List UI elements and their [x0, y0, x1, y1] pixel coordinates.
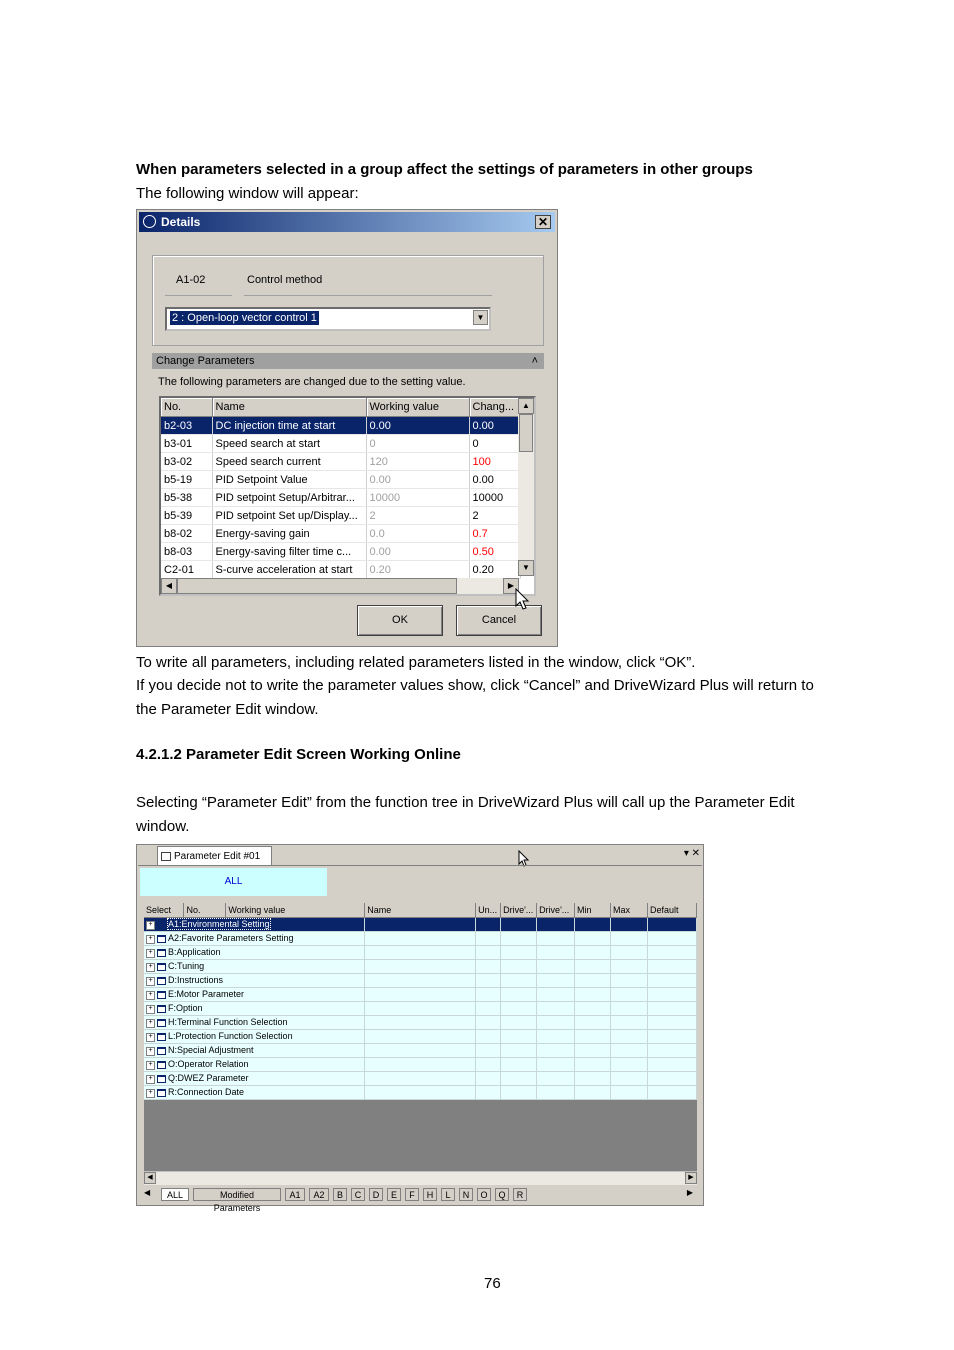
scroll-thumb[interactable] [519, 414, 533, 452]
working-value-cell: 10000 [366, 489, 469, 507]
working-value-cell: 0.20 [366, 561, 469, 579]
grid-column-header[interactable]: No. [184, 903, 226, 918]
folder-icon [157, 1005, 166, 1013]
document-icon [161, 852, 171, 861]
folder-icon [157, 991, 166, 999]
param-name-cell: PID Setpoint Value [212, 471, 366, 489]
empty-cell [365, 932, 476, 946]
dialog-title: Details [161, 215, 201, 229]
group-cell [144, 1058, 365, 1072]
close-button[interactable]: ✕ [535, 215, 551, 229]
group-row[interactable] [144, 1058, 697, 1072]
param-name-cell: Speed search current [212, 453, 366, 471]
group-label: O:Operator Relation [168, 1059, 249, 1070]
empty-cell [575, 918, 611, 932]
empty-cell [476, 1044, 501, 1058]
empty-cell [575, 1030, 611, 1044]
expand-icon[interactable]: + [146, 1061, 155, 1070]
empty-cell [365, 1030, 476, 1044]
empty-cell [476, 960, 501, 974]
empty-cell [537, 1030, 575, 1044]
param-name-cell: S-curve acceleration at start [212, 561, 366, 579]
empty-cell [476, 1002, 501, 1016]
tab-n[interactable]: N [459, 1188, 473, 1201]
grid-column-header[interactable]: Un... [476, 903, 501, 918]
param-no-cell: b2-03 [161, 417, 212, 435]
empty-cell [647, 974, 696, 988]
tab-b[interactable]: B [333, 1188, 347, 1201]
empty-cell [647, 918, 696, 932]
parameter-edit-tab[interactable] [157, 846, 272, 866]
empty-cell [575, 1058, 611, 1072]
group-row[interactable] [144, 1072, 697, 1086]
empty-cell [647, 960, 696, 974]
group-cell [144, 946, 365, 960]
empty-cell [647, 1072, 696, 1086]
grid-column-header[interactable]: Max [611, 903, 648, 918]
group-row[interactable] [144, 1002, 697, 1016]
expand-icon[interactable]: + [146, 1075, 155, 1084]
empty-cell [365, 1002, 476, 1016]
group-label: B:Application [168, 947, 221, 958]
details-dialog [136, 209, 558, 647]
empty-cell [537, 1002, 575, 1016]
param-name-cell: DC injection time at start [212, 417, 366, 435]
empty-cell [575, 1044, 611, 1058]
empty-cell [611, 946, 648, 960]
horizontal-scrollbar[interactable] [161, 578, 519, 594]
group-label: C:Tuning [168, 961, 205, 972]
group-label: E:Motor Parameter [168, 989, 245, 1000]
group-label: A1:Environmental Setting [168, 919, 270, 930]
param-no-cell: C2-01 [161, 561, 212, 579]
empty-cell [537, 1016, 575, 1030]
group-cell [144, 960, 365, 974]
tab-d[interactable]: D [369, 1188, 383, 1201]
empty-cell [476, 1016, 501, 1030]
folder-icon [157, 977, 166, 985]
details-icon [143, 215, 156, 228]
empty-cell [647, 1044, 696, 1058]
empty-cell [476, 974, 501, 988]
empty-cell [501, 1058, 537, 1072]
working-value-cell: 120 [366, 453, 469, 471]
folder-icon [157, 1019, 166, 1027]
group-tab-strip [139, 1187, 701, 1213]
tab-a1[interactable]: A1 [285, 1188, 305, 1201]
expand-icon[interactable]: + [146, 935, 155, 944]
tab-a2[interactable]: A2 [309, 1188, 329, 1201]
empty-cell [537, 988, 575, 1002]
folder-icon [157, 935, 166, 943]
empty-cell [575, 932, 611, 946]
group-row[interactable] [144, 1016, 697, 1030]
empty-cell [365, 1016, 476, 1030]
empty-cell [365, 960, 476, 974]
empty-cell [611, 1016, 648, 1030]
group-cell [144, 988, 365, 1002]
folder-icon [157, 1061, 166, 1069]
param-no-cell: b3-02 [161, 453, 212, 471]
changed-value-cell: 0.00 [469, 417, 520, 435]
empty-cell [365, 946, 476, 960]
page-number: 76 [484, 1275, 501, 1292]
changed-value-cell: 0.00 [469, 471, 520, 489]
param-no-cell: b5-39 [161, 507, 212, 525]
empty-cell [501, 988, 537, 1002]
empty-cell [365, 1072, 476, 1086]
changed-value-cell: 10000 [469, 489, 520, 507]
empty-cell [611, 1044, 648, 1058]
empty-cell [575, 1072, 611, 1086]
tab-f[interactable]: F [405, 1188, 419, 1201]
param-no-cell: b8-03 [161, 543, 212, 561]
working-value-cell: 0.00 [366, 471, 469, 489]
tab-q[interactable]: Q [495, 1188, 509, 1201]
empty-cell [647, 1002, 696, 1016]
body-text: Selecting “Parameter Edit” from the function tree in DriveWizard Plus will call up the Parameter Edit [136, 794, 795, 811]
column-header[interactable]: Chang... [469, 398, 520, 417]
window-controls[interactable]: ▾ ✕ [683, 848, 700, 859]
expand-icon[interactable]: + [146, 963, 155, 972]
empty-cell [501, 946, 537, 960]
tab-l[interactable]: L [441, 1188, 455, 1201]
table-row[interactable] [161, 417, 520, 435]
expand-icon[interactable]: + [146, 977, 155, 986]
cancel-button[interactable]: Cancel [456, 605, 542, 636]
combo-selected-value: 2 : Open-loop vector control 1 [172, 312, 317, 324]
empty-cell [611, 1072, 648, 1086]
empty-cell [647, 1058, 696, 1072]
group-row[interactable] [144, 960, 697, 974]
param-no-cell: b5-19 [161, 471, 212, 489]
group-cell [144, 1030, 365, 1044]
group-row[interactable] [144, 932, 697, 946]
table-row[interactable] [161, 471, 520, 489]
empty-cell [501, 1086, 537, 1100]
empty-cell [647, 1030, 696, 1044]
scroll-right-icon[interactable]: ▶ [503, 578, 519, 594]
param-name-cell: Speed search at start [212, 435, 366, 453]
tab-modified-parameters[interactable]: Modified Parameters [193, 1188, 281, 1201]
cancel-instruction-cont: the Parameter Edit window. [136, 701, 319, 718]
expand-icon[interactable]: + [146, 949, 155, 958]
empty-cell [611, 1002, 648, 1016]
empty-cell [537, 974, 575, 988]
empty-cell [575, 960, 611, 974]
group-label: L:Protection Function Selection [168, 1031, 293, 1042]
grid-column-header[interactable]: Working value [226, 903, 365, 918]
grid-scroll-right-icon[interactable]: ▶ [685, 1172, 697, 1184]
ok-instruction: To write all parameters, including related parameters listed in the window, click “OK”. [136, 654, 696, 671]
changed-value-cell: 2 [469, 507, 520, 525]
working-value-cell: 0 [366, 435, 469, 453]
param-name-cell: PID setpoint Setup/Arbitrar... [212, 489, 366, 507]
column-header[interactable]: Working value [366, 398, 469, 417]
control-method-select[interactable] [165, 307, 491, 331]
scroll-up-icon[interactable]: ▲ [518, 398, 534, 414]
param-number: A1-02 [176, 274, 206, 286]
empty-cell [611, 1086, 648, 1100]
intro-text: The following window will appear: [136, 185, 359, 202]
empty-cell [537, 960, 575, 974]
column-header[interactable]: No. [161, 398, 212, 417]
column-header[interactable]: Name [212, 398, 366, 417]
empty-cell [501, 918, 537, 932]
tab-title: Parameter Edit #01 [174, 851, 261, 862]
expand-icon[interactable]: + [146, 1047, 155, 1056]
empty-cell [611, 974, 648, 988]
empty-cell [611, 918, 648, 932]
tab-all[interactable]: ALL [161, 1188, 189, 1201]
param-name-cell: PID setpoint Set up/Display... [212, 507, 366, 525]
group-cell [144, 1086, 365, 1100]
empty-cell [501, 974, 537, 988]
change-parameters-title: Change Parameters [156, 355, 255, 367]
empty-cell [365, 1086, 476, 1100]
table-row[interactable] [161, 489, 520, 507]
group-label: A2:Favorite Parameters Setting [168, 933, 294, 944]
expand-icon[interactable]: + [146, 991, 155, 1000]
changed-parameters-list[interactable] [159, 396, 536, 596]
working-value-cell: 0.0 [366, 525, 469, 543]
empty-cell [537, 946, 575, 960]
empty-cell [476, 1086, 501, 1100]
change-parameters-header[interactable] [152, 353, 544, 369]
param-name-cell: Energy-saving gain [212, 525, 366, 543]
parameter-groupbox [152, 255, 544, 346]
table-row[interactable] [161, 525, 520, 543]
empty-cell [537, 1072, 575, 1086]
group-label: D:Instructions [168, 975, 224, 986]
tab-e[interactable]: E [387, 1188, 401, 1201]
group-cell [144, 1016, 365, 1030]
filter-all-label[interactable]: ALL [140, 868, 327, 896]
dialog-title-bar [139, 212, 555, 232]
empty-cell [476, 918, 501, 932]
empty-cell [501, 1044, 537, 1058]
empty-cell [575, 974, 611, 988]
group-cell [144, 974, 365, 988]
empty-cell [476, 1058, 501, 1072]
grid-column-header[interactable]: Drive'... [537, 903, 575, 918]
folder-icon [157, 1075, 166, 1083]
grid-column-header[interactable]: Default [647, 903, 696, 918]
working-value-cell: 0.00 [366, 417, 469, 435]
empty-cell [647, 946, 696, 960]
table-row[interactable] [161, 507, 520, 525]
param-name-cell: Energy-saving filter time c... [212, 543, 366, 561]
expand-icon[interactable]: + [146, 1033, 155, 1042]
empty-cell [611, 988, 648, 1002]
empty-cell [537, 918, 575, 932]
param-no-cell: b3-01 [161, 435, 212, 453]
tab-c[interactable]: C [351, 1188, 365, 1201]
expand-icon[interactable]: + [146, 1005, 155, 1014]
tabs-prev-icon[interactable]: ◀ [144, 1188, 151, 1197]
empty-cell [501, 960, 537, 974]
section-heading: When parameters selected in a group affect the settings of parameters in other groups [136, 161, 753, 178]
group-cell [144, 1002, 365, 1016]
changed-parameters-table [161, 398, 521, 579]
folder-icon [157, 1047, 166, 1055]
group-row[interactable] [144, 1044, 697, 1058]
parameter-edit-window [136, 844, 704, 1213]
changed-value-cell: 0.7 [469, 525, 520, 543]
empty-cell [611, 932, 648, 946]
dropdown-arrow-icon[interactable]: ▼ [473, 310, 488, 325]
table-row[interactable] [161, 543, 520, 561]
folder-icon [157, 963, 166, 971]
group-cell [144, 1044, 365, 1058]
empty-cell [575, 946, 611, 960]
table-row[interactable] [161, 453, 520, 471]
group-label: R:Connection Date [168, 1087, 245, 1098]
empty-cell [476, 1030, 501, 1044]
subsection-heading: 4.2.1.2 Parameter Edit Screen Working Online [136, 746, 461, 763]
tab-r[interactable]: R [513, 1188, 527, 1201]
changed-value-cell: 0 [469, 435, 520, 453]
empty-cell [647, 932, 696, 946]
empty-cell [575, 1016, 611, 1030]
expand-icon[interactable]: + [146, 921, 155, 930]
folder-icon [157, 1033, 166, 1041]
grid-horizontal-scrollbar[interactable] [144, 1171, 697, 1185]
collapse-icon[interactable]: ˄ [531, 355, 538, 367]
change-note: The following parameters are changed due to the setting value. [158, 376, 466, 388]
empty-cell [476, 1072, 501, 1086]
changed-value-cell: 0.20 [469, 561, 520, 579]
empty-cell [501, 932, 537, 946]
scroll-down-icon[interactable]: ▼ [518, 560, 534, 576]
group-label: H:Terminal Function Selection [168, 1017, 288, 1028]
ok-button[interactable]: OK [357, 605, 443, 636]
grid-column-header[interactable]: Name [365, 903, 476, 918]
group-cell [144, 1072, 365, 1086]
grid-column-header[interactable]: Select [144, 903, 184, 918]
empty-cell [537, 932, 575, 946]
empty-cell [501, 1002, 537, 1016]
folder-icon [157, 949, 166, 957]
vertical-scrollbar[interactable] [518, 398, 534, 576]
tabs-next-icon[interactable]: ▶ [686, 1188, 693, 1197]
empty-cell [575, 1002, 611, 1016]
parameter-table [144, 903, 697, 1100]
grid-scroll-left-icon[interactable]: ◀ [144, 1172, 156, 1184]
empty-cell [647, 1086, 696, 1100]
empty-cell [537, 1058, 575, 1072]
empty-cell [611, 960, 648, 974]
expand-icon[interactable]: + [146, 1089, 155, 1098]
param-name: Control method [247, 274, 323, 286]
group-row[interactable] [144, 974, 697, 988]
body-text-cont: window. [136, 818, 190, 835]
tab-h[interactable]: H [423, 1188, 437, 1201]
group-cell [144, 918, 365, 932]
empty-cell [537, 1044, 575, 1058]
table-row[interactable] [161, 435, 520, 453]
group-row[interactable] [144, 988, 697, 1002]
group-row[interactable] [144, 1086, 697, 1100]
group-label: Q:DWEZ Parameter [168, 1073, 249, 1084]
empty-cell [575, 988, 611, 1002]
grid-column-header[interactable]: Drive'... [501, 903, 537, 918]
group-cell [144, 932, 365, 946]
param-no-cell: b8-02 [161, 525, 212, 543]
empty-cell [647, 988, 696, 1002]
empty-cell [501, 1072, 537, 1086]
folder-icon [157, 1089, 166, 1097]
empty-cell [365, 974, 476, 988]
hscroll-thumb[interactable] [177, 578, 457, 594]
group-row[interactable] [144, 1030, 697, 1044]
empty-cell [575, 1086, 611, 1100]
empty-cell [365, 1044, 476, 1058]
mouse-cursor-icon [515, 588, 531, 612]
parameter-grid[interactable] [144, 903, 697, 1185]
empty-cell [365, 988, 476, 1002]
group-label: F:Option [168, 1003, 203, 1014]
empty-cell [501, 1030, 537, 1044]
empty-cell [611, 1058, 648, 1072]
scroll-left-icon[interactable]: ◀ [161, 578, 177, 594]
working-value-cell: 0.00 [366, 543, 469, 561]
empty-cell [476, 946, 501, 960]
empty-cell [537, 1086, 575, 1100]
changed-value-cell: 100 [469, 453, 520, 471]
empty-cell [476, 988, 501, 1002]
param-no-cell: b5-38 [161, 489, 212, 507]
empty-cell [365, 918, 476, 932]
empty-cell [365, 1058, 476, 1072]
grid-column-header[interactable]: Min [575, 903, 611, 918]
changed-value-cell: 0.50 [469, 543, 520, 561]
group-row[interactable] [144, 918, 697, 932]
empty-cell [647, 1016, 696, 1030]
empty-cell [476, 932, 501, 946]
expand-icon[interactable]: + [146, 1019, 155, 1028]
table-row[interactable] [161, 561, 520, 579]
cancel-instruction: If you decide not to write the parameter values show, click “Cancel” and DriveWizard Plus will return to [136, 677, 814, 694]
empty-cell [501, 1016, 537, 1030]
working-value-cell: 2 [366, 507, 469, 525]
group-label: N:Special Adjustment [168, 1045, 254, 1056]
empty-cell [611, 1030, 648, 1044]
tab-o[interactable]: O [477, 1188, 491, 1201]
group-row[interactable] [144, 946, 697, 960]
